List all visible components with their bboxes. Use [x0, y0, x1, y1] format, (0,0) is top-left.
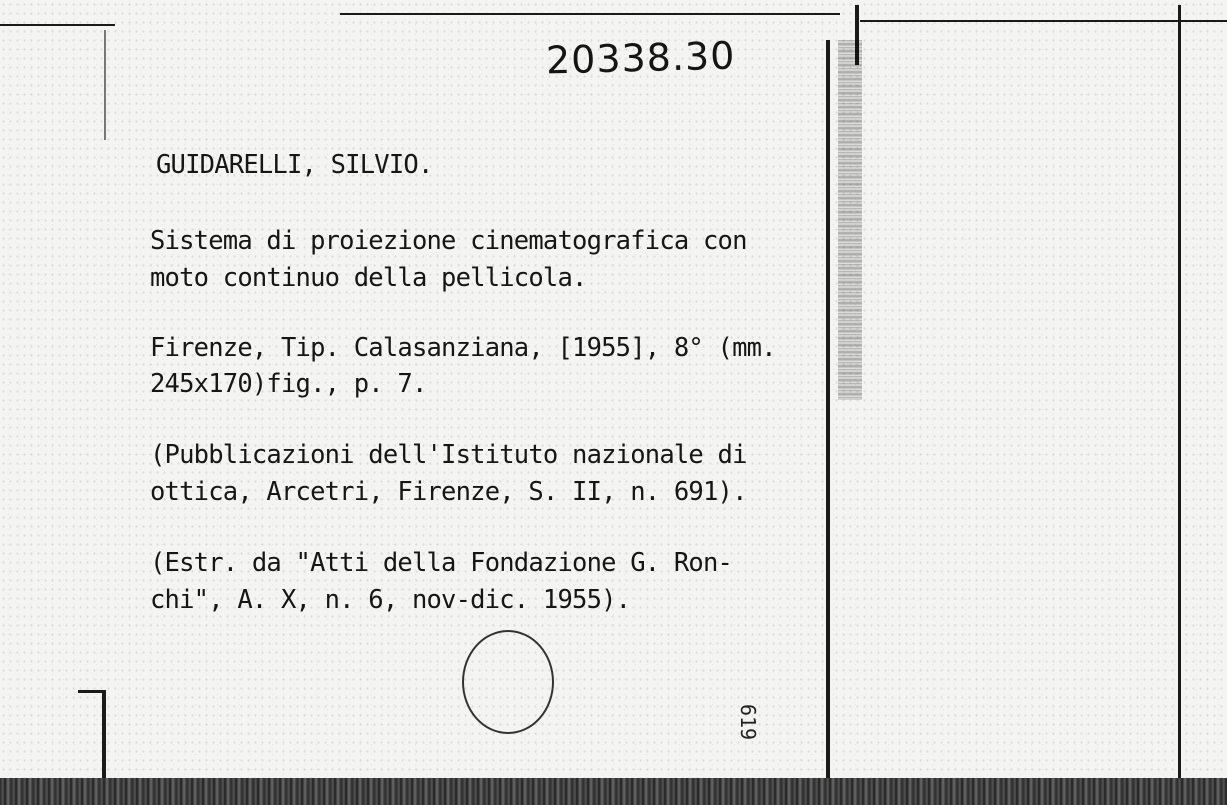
card-right-edge [826, 40, 830, 785]
top-rule [340, 13, 840, 15]
left-tick [104, 30, 106, 140]
note-line-1: (Estr. da "Atti della Fondazione G. Ron- [150, 548, 733, 578]
series-line-2: ottica, Arcetri, Firenze, S. II, n. 691). [150, 477, 747, 507]
top-left-rule [0, 24, 115, 26]
punch-hole-circle [462, 630, 554, 734]
left-bracket [102, 690, 106, 782]
catalog-number: 20338.30 [545, 33, 736, 83]
scan-bottom-band [0, 778, 1227, 805]
card-edge-shadow [838, 40, 862, 400]
series-line-1: (Pubblicazioni dell'Istituto nazionale di [150, 440, 747, 470]
note-line-2: chi", A. X, n. 6, nov-dic. 1955). [150, 585, 631, 615]
imprint-line-1: Firenze, Tip. Calasanziana, [1955], 8° (mm. [150, 333, 776, 363]
imprint-line-2: 245x170)fig., p. 7. [150, 369, 427, 399]
title-line-1: Sistema di proiezione cinematografica con [150, 226, 747, 256]
top-right-rule [860, 20, 1227, 22]
title-line-2: moto continuo della pellicola. [150, 263, 587, 293]
far-right-edge [1178, 5, 1181, 785]
vertical-number-mark: 619 [736, 703, 760, 741]
author-heading: GUIDARELLI, SILVIO. [156, 150, 433, 180]
